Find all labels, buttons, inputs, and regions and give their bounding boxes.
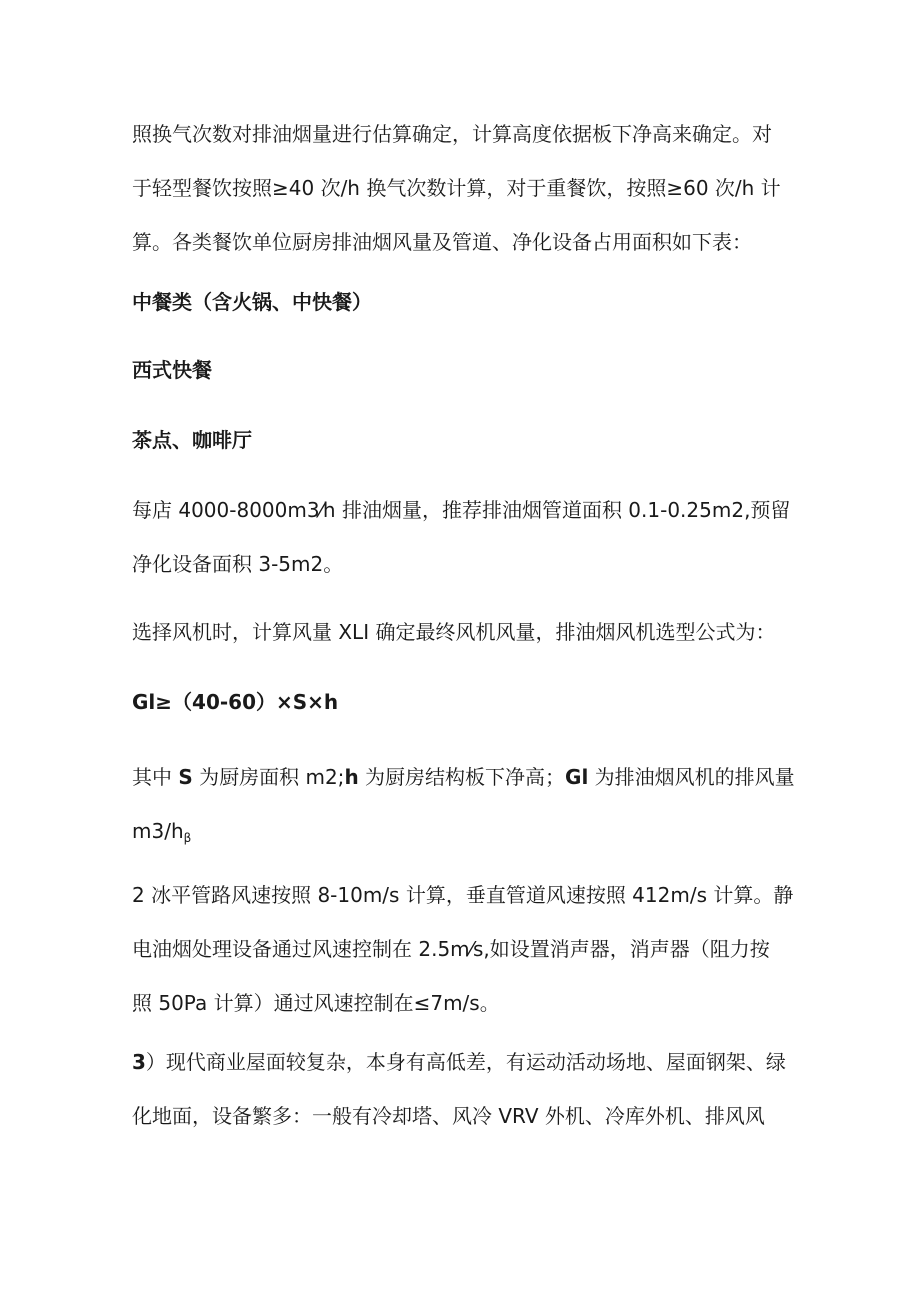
item-number: 3 xyxy=(132,1050,146,1074)
text-run: 其中 xyxy=(132,765,179,789)
text-line xyxy=(132,750,812,804)
heading-tea-coffee xyxy=(132,413,812,467)
symbol-gl: Gl xyxy=(565,765,589,789)
text-line: 照 50Pa 计算）通过风速控制在≤7m/s。 xyxy=(132,991,500,1015)
paragraph-duct-velocity xyxy=(132,868,812,1030)
paragraph-formula-definitions xyxy=(132,750,812,858)
text-line xyxy=(132,1035,812,1089)
text-line: 选择风机时，计算风量 XLI 确定最终风机风量，排油烟风机选型公式为： xyxy=(132,620,776,644)
subscript: β xyxy=(183,831,192,845)
text-run: 为排油烟风机的排风量 xyxy=(588,765,795,789)
heading-chinese-food xyxy=(132,275,812,329)
heading-text: 茶点、咖啡厅 xyxy=(132,428,252,452)
text-line: 电油烟处理设备通过风速控制在 2.5m⁄s,如设置消声器，消声器（阻力按 xyxy=(132,937,770,961)
symbol-h: h xyxy=(344,765,359,789)
text-run: ）现代商业屋面较复杂，本身有高低差，有运动活动场地、屋面钢架、绿 xyxy=(145,1050,786,1074)
heading-text: 中餐类（含火锅、中快餐） xyxy=(132,290,372,314)
text-run: m3/h xyxy=(132,819,184,843)
paragraph-exhaust-volume xyxy=(132,483,812,591)
paragraph-roof-equipment xyxy=(132,1035,812,1143)
formula-text: Gl≥（40-60）×S×h xyxy=(132,690,339,714)
paragraph-fan-selection xyxy=(132,605,812,659)
paragraph-ventilation-estimate xyxy=(132,107,812,269)
text-line: 算。各类餐饮单位厨房排油烟风量及管道、净化设备占用面积如下表： xyxy=(132,230,752,254)
text-line: 于轻型餐饮按照≥40 次/h 换气次数计算，对于重餐饮，按照≥60 次/h 计 xyxy=(132,176,781,200)
text-line: 净化设备面积 3-5m2。 xyxy=(132,552,344,576)
heading-western-fast-food xyxy=(132,343,812,397)
text-line: 化地面，设备繁多：一般有冷却塔、风冷 VRV 外机、冷库外机、排风风 xyxy=(132,1104,765,1128)
text-line: 每店 4000-8000m3⁄h 排油烟量，推荐排油烟管道面积 0.1-0.25m2,预留 xyxy=(132,498,791,522)
formula xyxy=(132,675,812,729)
text-line xyxy=(132,804,812,858)
symbol-s: S xyxy=(178,765,193,789)
heading-text: 西式快餐 xyxy=(132,358,212,382)
text-run: 为厨房结构板下净高； xyxy=(358,765,566,789)
text-line: 照换气次数对排油烟量进行估算确定，计算高度依据板下净高来确定。对 xyxy=(132,122,772,146)
text-line: 2 冰平管路风速按照 8-10m/s 计算，垂直管道风速按照 412m/s 计算。静 xyxy=(132,883,794,907)
text-run: 为厨房面积 m2; xyxy=(192,765,345,789)
